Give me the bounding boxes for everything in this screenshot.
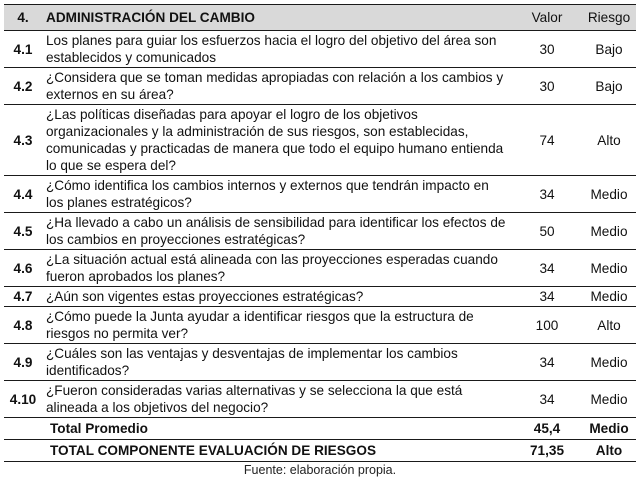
row-number: 4.2 <box>4 68 42 105</box>
risk-cell: Medio <box>582 176 636 213</box>
risk-cell: Medio <box>582 213 636 250</box>
value-cell: 30 <box>512 68 582 105</box>
risk-cell: Alto <box>582 105 636 176</box>
risk-cell: Bajo <box>582 68 636 105</box>
question-text: ¿Considera que se toman medidas apropiadas con relación a los cambios y externos en su área? <box>42 68 512 105</box>
row-number: 4.5 <box>4 213 42 250</box>
row-number: 4.4 <box>4 176 42 213</box>
section-number: 4. <box>4 5 42 31</box>
table-row <box>4 68 636 105</box>
total-risk: Medio <box>582 418 636 440</box>
value-cell: 34 <box>512 176 582 213</box>
row-number: 4.7 <box>4 287 42 307</box>
table-totals <box>4 418 636 462</box>
question-text: Los planes para guiar los esfuerzos hacia el logro del objetivo del área son establecidos y comunicados <box>42 31 512 68</box>
section-title: ADMINISTRACIÓN DEL CAMBIO <box>42 5 512 31</box>
question-text: ¿Cómo identifica los cambios internos y externos que tendrán impacto en los planes estratégicos? <box>42 176 512 213</box>
question-text: ¿Fueron consideradas varias alternativas y se selecciona la que está alineada a los objetivos del negocio? <box>42 381 512 418</box>
question-text: ¿Las políticas diseñadas para apoyar el logro de los objetivos organizacionales y la administración de sus riesgos, son establecidas, comunicadas y practicadas de manera que todo el equipo humano entienda lo que se espera del? <box>42 105 512 176</box>
row-number: 4.10 <box>4 381 42 418</box>
question-text: ¿Ha llevado a cabo un análisis de sensibilidad para identificar los efectos de los cambios en proyecciones estratégicas? <box>42 213 512 250</box>
value-cell: 34 <box>512 287 582 307</box>
value-cell: 30 <box>512 31 582 68</box>
value-cell: 74 <box>512 105 582 176</box>
risk-cell: Alto <box>582 307 636 344</box>
row-number: 4.3 <box>4 105 42 176</box>
total-value: 71,35 <box>512 440 582 462</box>
table-row <box>4 344 636 381</box>
row-number: 4.1 <box>4 31 42 68</box>
table-row <box>4 381 636 418</box>
value-column-header: Valor <box>512 5 582 31</box>
total-spacer <box>4 440 42 462</box>
risk-cell: Medio <box>582 344 636 381</box>
total-spacer <box>4 418 42 440</box>
risk-cell: Bajo <box>582 31 636 68</box>
risk-column-header: Riesgo <box>582 5 636 31</box>
question-text: ¿Cómo puede la Junta ayudar a identificar riesgos que la estructura de riesgos no permita ver? <box>42 307 512 344</box>
row-number: 4.6 <box>4 250 42 287</box>
total-risk: Alto <box>582 440 636 462</box>
table-row <box>4 307 636 344</box>
value-cell: 50 <box>512 213 582 250</box>
value-cell: 34 <box>512 381 582 418</box>
risk-cell: Medio <box>582 287 636 307</box>
risk-evaluation-table <box>4 4 636 462</box>
value-cell: 34 <box>512 344 582 381</box>
table-row <box>4 176 636 213</box>
row-number: 4.8 <box>4 307 42 344</box>
question-text: ¿Aún son vigentes estas proyecciones estratégicas? <box>42 287 512 307</box>
value-cell: 100 <box>512 307 582 344</box>
table-header-row <box>4 5 636 31</box>
table-row <box>4 31 636 68</box>
question-text: ¿Cuáles son las ventajas y desventajas de implementar los cambios identificados? <box>42 344 512 381</box>
table-row <box>4 250 636 287</box>
total-row <box>4 418 636 440</box>
risk-cell: Medio <box>582 381 636 418</box>
source-caption: Fuente: elaboración propia. <box>243 463 397 477</box>
question-text: ¿La situación actual está alineada con las proyecciones esperadas cuando fueron aprobados los planes? <box>42 250 512 287</box>
table-row <box>4 287 636 307</box>
total-label: TOTAL COMPONENTE EVALUACIÓN DE RIESGOS <box>42 440 512 462</box>
value-cell: 34 <box>512 250 582 287</box>
table-row <box>4 105 636 176</box>
total-row <box>4 440 636 462</box>
row-number: 4.9 <box>4 344 42 381</box>
total-value: 45,4 <box>512 418 582 440</box>
total-label: Total Promedio <box>42 418 512 440</box>
risk-cell: Medio <box>582 250 636 287</box>
table-row <box>4 213 636 250</box>
table-body <box>4 31 636 418</box>
